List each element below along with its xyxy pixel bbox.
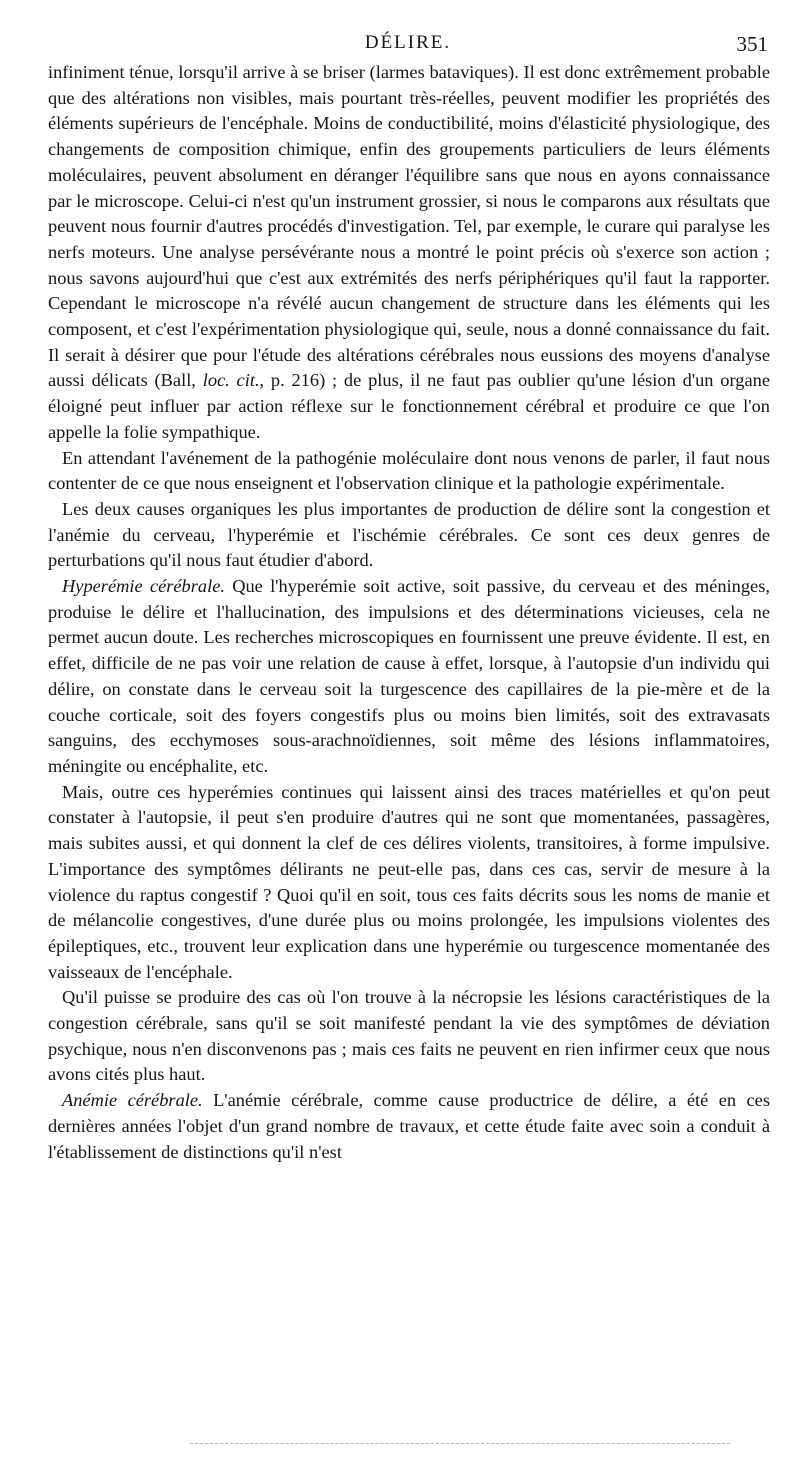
paragraph-4-text: Que l'hyperémie soit active, soit passive, du cerveau et des méninges, produise le délire et l'hallucination, des impulsions et des déterminations vicieuses, cela ne permet aucun doute. Les recherches microscopiques en fournissent une preuve évidente. Il est, en effet, difficile de ne pas voir une relation de cause à effet, lorsque, à l'autopsie d'un individu qui délire, on constate dans le cerveau soit la turgescence des capillaires de la pie-mère et de la couche corticale, soit des foyers congestifs plus ou moins bien limités, soit des extravasats sanguins, des ecchymoses sous-arachnoïdiennes, soit même des lésions inflammatoires, méningite ou encéphalite, etc. — [48, 576, 770, 776]
paragraph-7 — [48, 1088, 770, 1165]
paragraph-2: En attendant l'avénement de la pathogénie moléculaire dont nous venons de parler, il faut nous contenter de ce que nous enseignent et l'observation clinique et la pathologie expérimentale. — [48, 447, 770, 494]
paragraph-3: Les deux causes organiques les plus importantes de production de délire sont la congestion et l'anémie du cerveau, l'hyperémie et l'ischémie cérébrales. Ce sont ces deux genres de perturbations qu'il nous faut étudier d'abord. — [48, 498, 770, 571]
section-heading-hyperemie: Hyperémie cérébrale. — [62, 576, 225, 597]
paragraph-5: Mais, outre ces hyperémies continues qui laissent ainsi des traces matérielles et qu'on peut constater à l'autopsie, il peut s'en produire d'autres qui ne sont que momentanées, passagères, mais subites aussi, et qui donnent la clef de ces délires violents, transitoires, à forme impulsive. L'importance des symptômes délirants ne peut-elle pas, dans ces cas, servir de mesure à la violence du raptus congestif ? Quoi qu'il en soit, tous ces faits décrits sous les noms de manie et de mélancolie congestives, d'une durée plus ou moins prolongée, les impulsions violentes des épileptiques, etc., trouvent leur explication dans une hyperémie ou turgescence momentanée des vaisseaux de l'encéphale. — [48, 781, 770, 982]
running-title: DÉLIRE. — [364, 32, 452, 53]
page-header — [48, 32, 768, 62]
page-number: 351 — [736, 32, 768, 56]
paragraph-7-text: L'anémie cérébrale, comme cause productrice de délire, a été en ces dernières années l'objet d'un grand nombre de travaux, et cette étude faite avec soin a conduit à l'établissement de distinctions qu'il n'est — [48, 1090, 770, 1162]
body-text — [48, 60, 770, 1165]
paragraph-4 — [48, 574, 770, 780]
section-heading-anemie: Anémie cérébrale. — [62, 1090, 203, 1111]
paragraph-1-text: infiniment ténue, lorsqu'il arrive à se briser (larmes bataviques). Il est donc extrêmement probable que des altérations non visibles, mais pourtant très-réelles, peuvent modifier les propriétés des éléments supérieurs de l'encéphale. Moins de conductibilité, moins d'élasticité physiologique, des changements de composition chimique, enfin des groupements particuliers de leurs éléments moléculaires, peuvent absolument en déranger l'équilibre sans que nous en ayons connaissance par le microscope. Celui-ci n'est qu'un instrument grossier, si nous le comparons aux résultats que peuvent nous fournir d'autres procédés d'investigation. Tel, par exemple, le curare qui paralyse les nerfs moteurs. Une analyse persévérante nous a montré le point précis où s'exerce son action ; nous savons aujourd'hui que c'est aux extrémités des nerfs périphériques qu'il faut la rapporter. Cependant le microscope n'a révélé aucun changement de structure dans les éléments qui les composent, et c'est l'expérimentation physiologique qui, seule, nous a donné connaissance du fait. Il serait à désirer que pour l'étude des altérations cérébrales nous eussions des moyens d'analyse aussi délicats (Ball, — [48, 62, 770, 391]
bleed-through-line — [190, 1443, 730, 1444]
paragraph-1 — [48, 60, 770, 446]
citation-italic: loc. cit. — [202, 370, 260, 391]
paragraph-6: Qu'il puisse se produire des cas où l'on trouve à la nécropsie les lésions caractéristiques de la congestion cérébrale, sans qu'il se soit manifesté pendant la vie des symptômes de déviation psychique, nous n'en disconvenons pas ; mais ces faits ne peuvent en rien infirmer ceux que nous avons cités plus haut. — [48, 987, 770, 1085]
paragraph-1-tail: , p. 216) ; de plus, il ne faut pas oublier qu'une lésion d'un organe éloigné peut influer par action réflexe sur le fonctionnement cérébral et produire ce que l'on appelle la folie sympathique. — [48, 370, 770, 442]
